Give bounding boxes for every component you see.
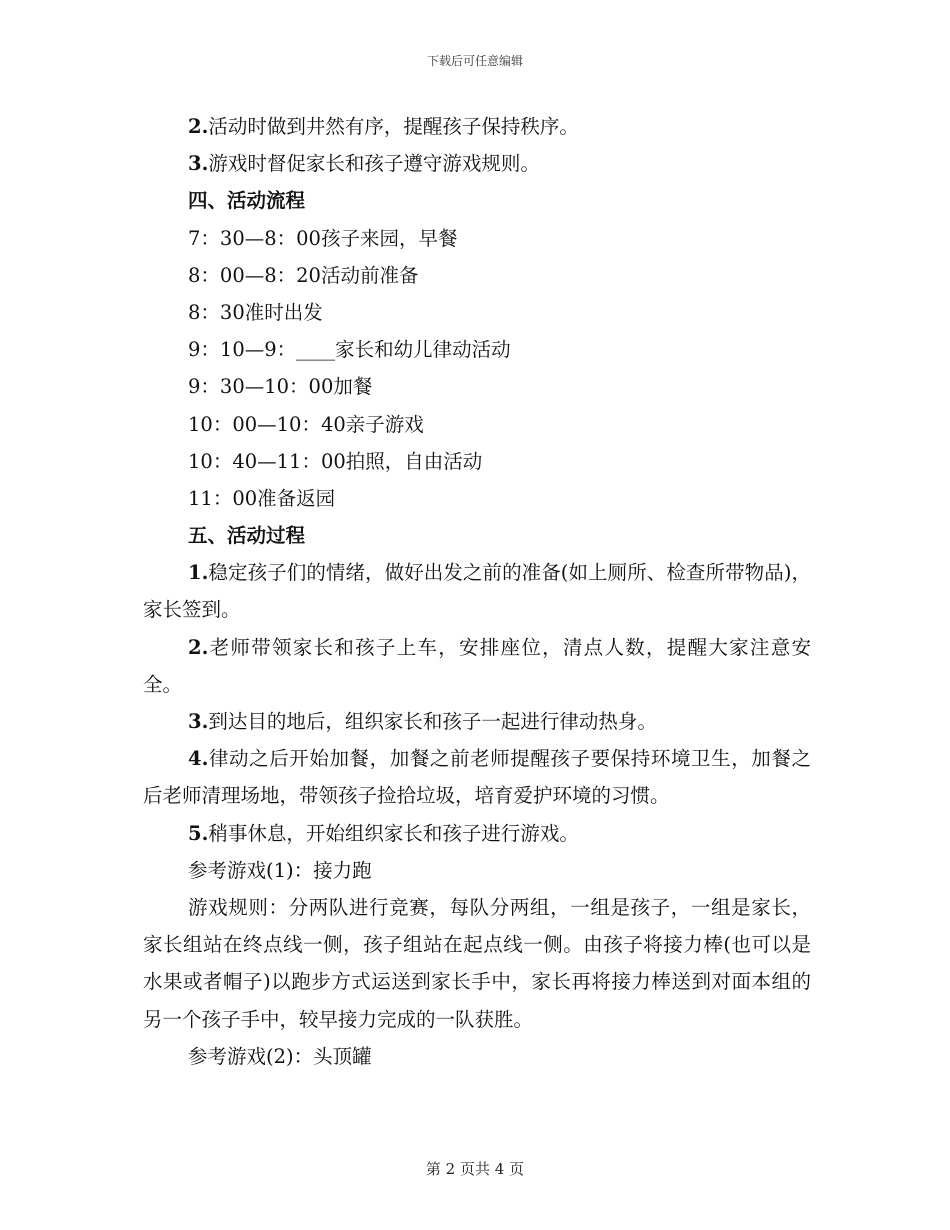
item-text: 游戏时督促家长和孩子遵守游戏规则。 [208, 152, 540, 176]
step-number: 1. [188, 561, 209, 585]
item-number: 2. [188, 115, 209, 138]
item-text: 活动时做到井然有序，提醒孩子保持秩序。 [208, 115, 579, 138]
rule-item-3 [143, 145, 811, 182]
step-text: 稳定孩子们的情绪，做好出发之前的准备(如上厕所、检查所带物品)，家长签到。 [143, 561, 811, 622]
game-reference-2: 参考游戏(2)：头顶罐 [188, 1044, 372, 1068]
section-heading-flow: 四、活动流程 [188, 189, 306, 213]
step-number: 2. [188, 635, 209, 659]
step-text: 到达目的地后，组织家长和孩子一起进行律动热身。 [208, 710, 657, 734]
schedule-item: 10：00—10：40亲子游戏 [188, 412, 424, 436]
rule-item-2 [143, 108, 811, 145]
step-text: 稍事休息，开始组织家长和孩子进行游戏。 [208, 821, 579, 845]
step-text: 律动之后开始加餐，加餐之前老师提醒孩子要保持环境卫生，加餐之后老师清理场地，带领孩子捡拾垃圾，培育爱护环境的习惯。 [143, 747, 811, 808]
game-rules: 游戏规则：分两队进行竞赛，每队分两组，一组是孩子，一组是家长，家长组站在终点线一侧，孩子组站在起点线一侧。由孩子将接力棒(也可以是水果或者帽子)以跑步方式运送到家长手中，家长再将接力棒送到对面本组的另一个孩子手中，较早接力完成的一队获胜。 [143, 896, 811, 1031]
step-text: 老师带领家长和孩子上车，安排座位，清点人数，提醒大家注意安全。 [143, 635, 811, 696]
step-number: 5. [188, 821, 209, 845]
process-step-5 [143, 815, 811, 852]
schedule-item: 8：00—8：20活动前准备 [188, 263, 419, 287]
process-step-1 [143, 554, 811, 628]
section-heading-process: 五、活动过程 [188, 524, 306, 548]
step-number: 4. [188, 747, 209, 771]
schedule-item: 9：10—9：____家长和幼儿律动活动 [188, 338, 511, 362]
document-body [143, 108, 811, 1075]
page-header: 下载后可任意编辑 [426, 54, 523, 68]
item-number: 3. [188, 152, 209, 176]
schedule-item: 9：30—10：00加餐 [188, 375, 373, 399]
step-number: 3. [188, 710, 209, 734]
page-footer: 第 2 页共 4 页 [425, 1160, 525, 1178]
schedule-item: 10：40—11：00拍照，自由活动 [188, 449, 483, 473]
process-step-3 [143, 703, 811, 740]
process-step-4 [143, 740, 811, 814]
schedule-item: 7：30—8：00孩子来园，早餐 [188, 226, 458, 250]
game-reference-1: 参考游戏(1)：接力跑 [188, 858, 372, 882]
schedule-item: 11：00准备返园 [188, 486, 336, 510]
process-step-2 [143, 629, 811, 703]
schedule-item: 8：30准时出发 [188, 300, 323, 324]
